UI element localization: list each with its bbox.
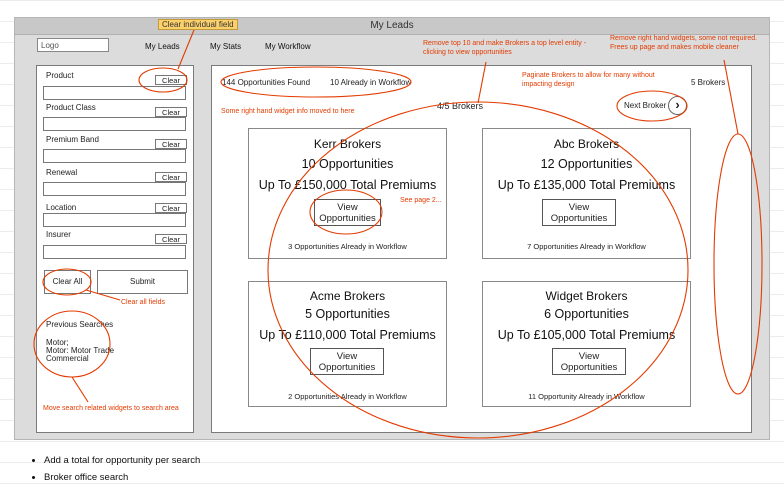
annotation-widget-moved: Some right hand widget info moved to here (221, 108, 355, 115)
broker-name: Abc Brokers (553, 137, 620, 151)
view-opportunities-button[interactable]: View Opportunities (552, 348, 626, 375)
broker-card (248, 128, 447, 259)
broker-count: 5 Brokers (691, 78, 726, 87)
opportunities-found: 144 Opportunities Found (222, 78, 311, 87)
already-in-workflow: 10 Already in Workflow (330, 78, 412, 87)
location-clear-button[interactable]: Clear (155, 203, 187, 213)
annotation-remove-right: Remove right hand widgets, some not required. Frees up page and makes mobile cleaner (610, 35, 758, 51)
logo: Logo (37, 38, 109, 52)
nav-my-leads[interactable]: My Leads (145, 42, 180, 51)
next-broker-label[interactable]: Next Broker (624, 101, 667, 110)
broker-pagination: 4/5 Brokers (437, 101, 484, 111)
location-label: Location (46, 203, 77, 212)
annotation-paginate: Paginate Brokers to allow for many without impacting design (522, 72, 655, 88)
window-title: My Leads (15, 18, 769, 35)
submit-button[interactable]: Submit (97, 270, 188, 294)
note-item: • Broker office search (44, 472, 200, 483)
annotation-clear-individual: Clear individual field (158, 19, 238, 30)
broker-opportunities: 5 Opportunities (305, 307, 390, 321)
annotation-remove-top10: Remove top 10 and make Brokers a top level entity - clicking to view opportunities (423, 40, 587, 56)
previous-search-item[interactable]: Motor: Motor Trade (46, 346, 115, 355)
view-opportunities-button[interactable]: View Opportunities (542, 199, 616, 226)
broker-workflow-count: 11 Opportunity Already in Workflow (528, 392, 645, 401)
product-class-field[interactable] (43, 117, 186, 131)
annotation-clear-all-fields: Clear all fields (121, 299, 165, 306)
annotation-see-page2: See page 2... (400, 197, 442, 204)
broker-card (248, 281, 447, 407)
broker-name: Acme Brokers (309, 289, 386, 303)
previous-search-item[interactable]: Motor; (46, 338, 69, 347)
renewal-field[interactable] (43, 182, 186, 196)
product-class-label: Product Class (46, 103, 96, 112)
annotation-move-search: Move search related widgets to search area (43, 405, 179, 412)
insurer-label: Insurer (46, 230, 71, 239)
premium-band-label: Premium Band (46, 135, 99, 144)
product-field[interactable] (43, 86, 186, 100)
nav-my-stats[interactable]: My Stats (210, 42, 242, 51)
view-opportunities-button[interactable]: View Opportunities (310, 348, 384, 375)
broker-premiums: Up To £150,000 Total Premiums (258, 178, 437, 192)
broker-opportunities: 10 Opportunities (301, 157, 394, 171)
nav-my-workflow[interactable]: My Workflow (265, 42, 311, 51)
next-broker-button[interactable] (668, 96, 687, 115)
broker-opportunities: 6 Opportunities (544, 307, 629, 321)
view-opportunities-button[interactable]: View Opportunities (314, 199, 381, 226)
broker-workflow-count: 3 Opportunities Already in Workflow (288, 242, 407, 251)
previous-searches-title: Previous Searches (46, 320, 114, 329)
broker-premiums: Up To £110,000 Total Premiums (259, 328, 436, 342)
broker-workflow-count: 2 Opportunities Already in Workflow (288, 392, 407, 401)
note-item: • Add a total for opportunity per search (44, 455, 200, 466)
product-label: Product (46, 71, 74, 80)
premium-band-clear-button[interactable]: Clear (155, 139, 187, 149)
clear-all-button[interactable]: Clear All (44, 270, 91, 294)
notes-list (28, 455, 200, 489)
broker-opportunities: 12 Opportunities (540, 157, 633, 171)
chevron-right-icon: › (675, 97, 680, 112)
renewal-label: Renewal (46, 168, 78, 177)
broker-premiums: Up To £105,000 Total Premiums (497, 328, 676, 342)
broker-card (482, 128, 691, 259)
previous-search-item[interactable]: Commercial (46, 354, 89, 363)
product-class-clear-button[interactable]: Clear (155, 107, 187, 117)
renewal-clear-button[interactable]: Clear (155, 172, 187, 182)
broker-workflow-count: 7 Opportunities Already in Workflow (527, 242, 646, 251)
location-field[interactable] (43, 213, 186, 227)
insurer-field[interactable] (43, 245, 186, 259)
broker-premiums: Up To £135,000 Total Premiums (497, 178, 676, 192)
broker-name: Widget Brokers (545, 289, 628, 303)
premium-band-field[interactable] (43, 149, 186, 163)
broker-card (482, 281, 691, 407)
insurer-clear-button[interactable]: Clear (155, 234, 187, 244)
product-clear-button[interactable]: Clear (155, 75, 187, 85)
broker-name: Kerr Brokers (313, 137, 382, 151)
